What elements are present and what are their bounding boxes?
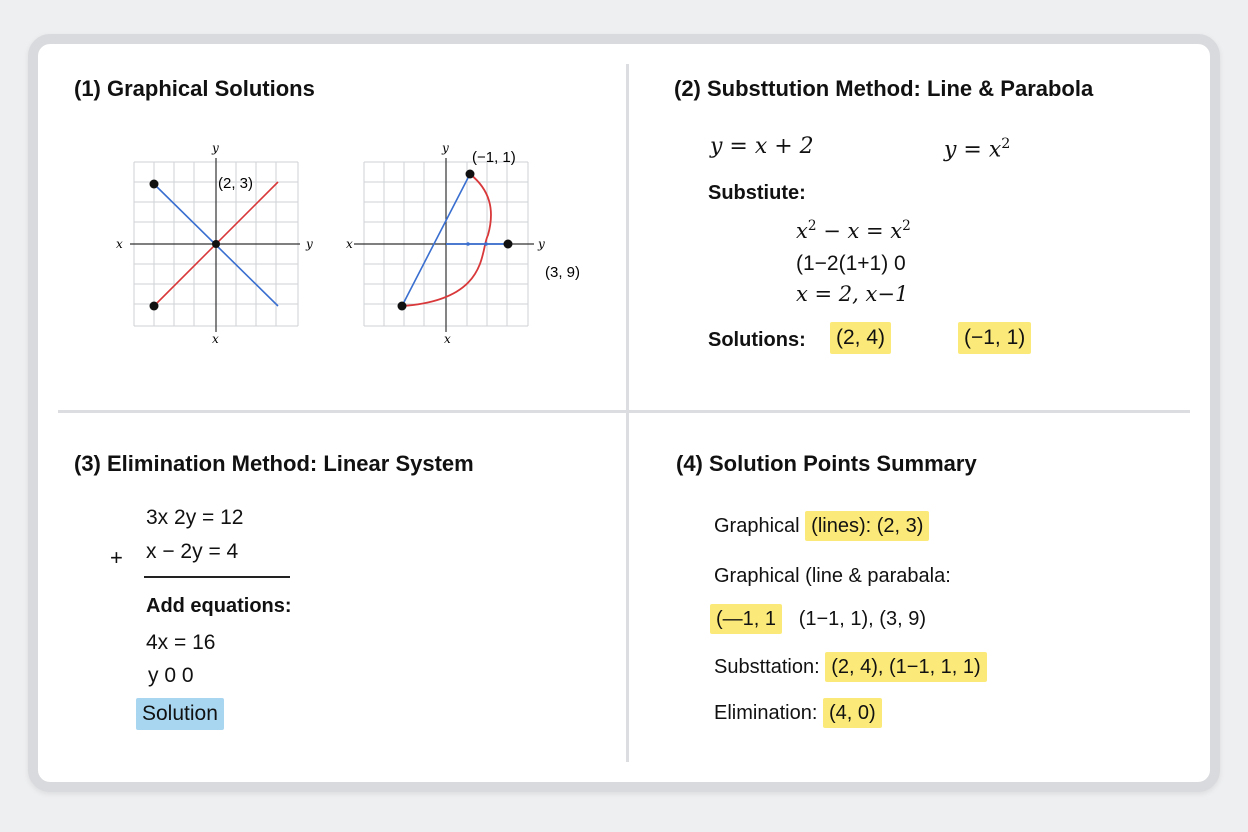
equation-line: y = x + 2 bbox=[710, 134, 814, 159]
horizontal-divider bbox=[58, 410, 1190, 413]
vertical-divider bbox=[626, 64, 629, 762]
graph1-y-label-right: y bbox=[306, 237, 313, 251]
equation-2: x − 2y = 4 bbox=[146, 540, 239, 563]
graph2-point-small bbox=[466, 242, 470, 246]
result-1: 4x = 16 bbox=[146, 631, 216, 654]
equation-parabola: $y = x^2$ bbox=[944, 136, 1011, 163]
graph2-point-bottom-left bbox=[398, 302, 407, 311]
equation-1: 3x 2y = 12 bbox=[146, 506, 244, 529]
substitution-step-1: $x^2 - x = x^2$ bbox=[796, 218, 911, 243]
solution-label-highlight: Solution bbox=[136, 698, 224, 730]
graph2-y-label-right: y bbox=[538, 237, 545, 251]
summary-line-2: Graphical (line & parabala: bbox=[714, 565, 951, 587]
graph1-y-label-top: y bbox=[212, 141, 219, 155]
graph2-point-right bbox=[504, 240, 513, 249]
panel4-title: (4) Solution Points Summary bbox=[676, 451, 977, 476]
graph-lines bbox=[110, 140, 330, 350]
substitution-step-2: (1−2(1+1) 0 bbox=[796, 252, 906, 275]
panel1-title: (1) Graphical Solutions bbox=[74, 76, 315, 101]
graph1-point-center bbox=[212, 240, 220, 248]
graph2-point-top bbox=[466, 170, 475, 179]
solutions-label: Solutions: bbox=[708, 329, 806, 351]
graph2-y-label-top: y bbox=[442, 141, 449, 155]
panel3-title: (3) Elimination Method: Linear System bbox=[74, 451, 474, 476]
substitution-step-3: x = 2, x−1 bbox=[796, 282, 909, 306]
graph2-x-label-left: x bbox=[346, 237, 353, 251]
summary-line-5: Elimination: (4, 0) bbox=[714, 702, 882, 725]
graph2-point-small-2 bbox=[484, 242, 488, 246]
summary-line-4: Substtation: (2, 4), (1−1, 1, 1) bbox=[714, 656, 987, 679]
graph1-x-label-left: x bbox=[116, 237, 123, 251]
graph2-blue-line bbox=[402, 174, 470, 306]
substitute-label: Substiute: bbox=[708, 182, 806, 204]
graph1-point-top-left bbox=[150, 180, 159, 189]
graph1-point-label: (2, 3) bbox=[218, 175, 254, 192]
graph-line-parabola bbox=[340, 140, 600, 350]
graph2-x-label-bottom: x bbox=[444, 332, 451, 346]
result-2: y 0 0 bbox=[148, 664, 194, 687]
panel2-title: (2) Substtution Method: Line & Parabola bbox=[674, 76, 1094, 101]
sum-line bbox=[144, 576, 290, 578]
graph1-point-bottom-left bbox=[150, 302, 159, 311]
add-equations-label: Add equations: bbox=[146, 595, 292, 617]
summary-line-1: Graphical (lines): (2, 3) bbox=[714, 515, 929, 538]
solution-2-highlight: (−1, 1) bbox=[958, 322, 1031, 354]
graph1-x-label-bottom: x bbox=[212, 332, 219, 346]
graph2-point-label-right: (3, 9) bbox=[545, 264, 581, 281]
summary-line-3: (—1, 1 (1−1, 1), (3, 9) bbox=[710, 608, 926, 631]
solution-1-highlight: (2, 4) bbox=[830, 322, 891, 354]
graph2-point-label-top: (−1, 1) bbox=[472, 149, 516, 166]
plus-sign: + bbox=[110, 545, 123, 570]
